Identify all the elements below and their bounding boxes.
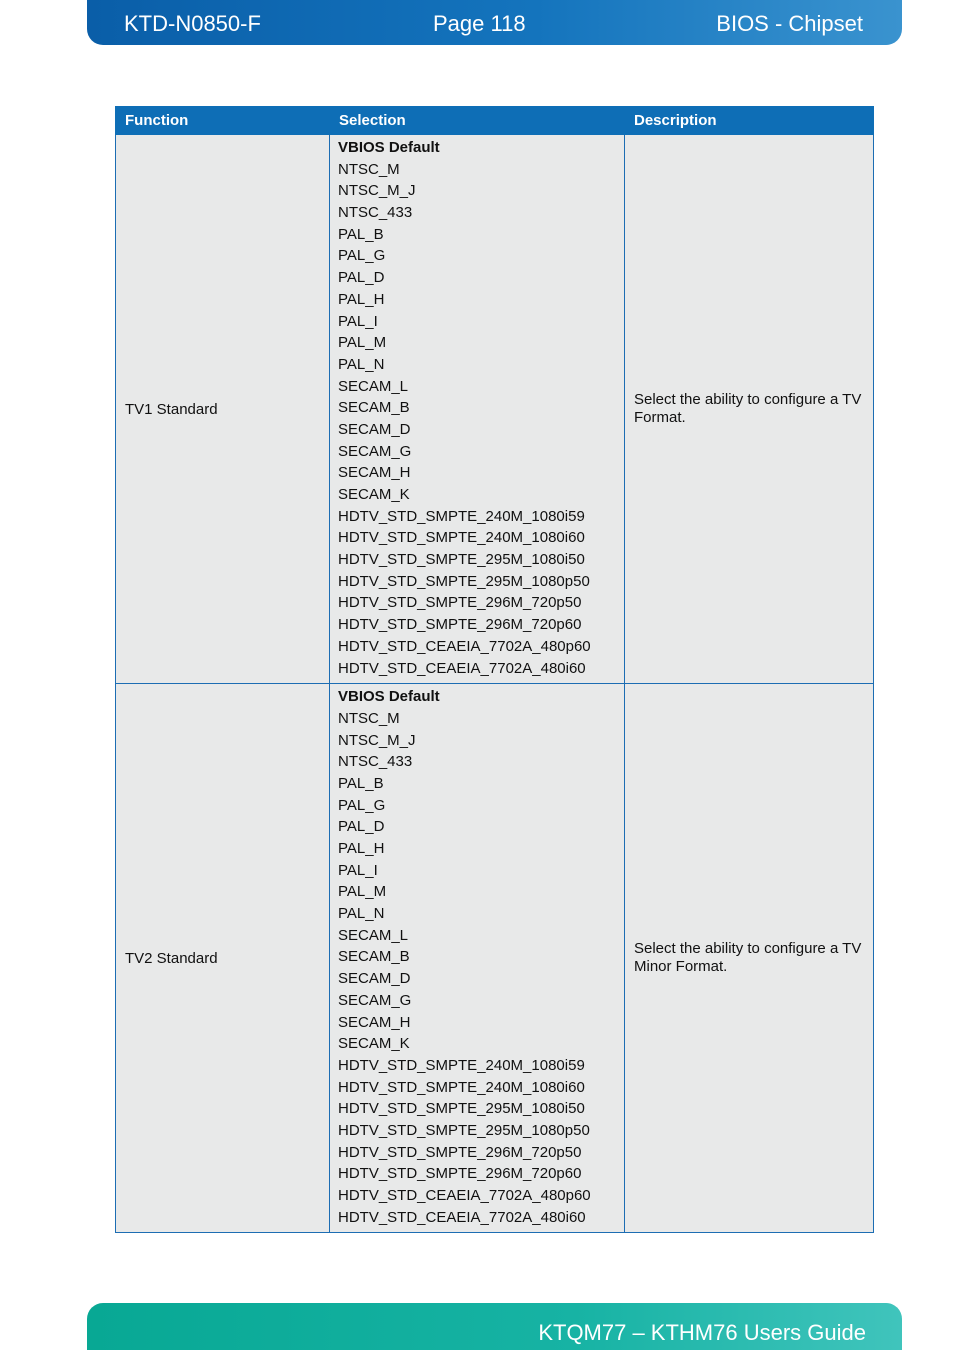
option-item: HDTV_STD_SMPTE_296M_720p50 (338, 1143, 582, 1161)
option-item: HDTV_STD_SMPTE_240M_1080i59 (338, 507, 585, 525)
page-footer (87, 1303, 902, 1350)
option-item: HDTV_STD_SMPTE_240M_1080i60 (338, 1078, 585, 1096)
option-item: HDTV_STD_CEAEIA_7702A_480i60 (338, 1208, 586, 1226)
function-cell: TV2 Standard (116, 684, 330, 1233)
option-item: HDTV_STD_SMPTE_296M_720p50 (338, 594, 582, 612)
section-title: BIOS - Chipset (716, 11, 863, 36)
option-item: SECAM_K (338, 1035, 410, 1053)
option-item: PAL_N (338, 355, 385, 373)
option-item: PAL_I (338, 861, 378, 879)
description-text: Select the ability to configure a TV Format. (634, 391, 862, 427)
option-item: PAL_N (338, 905, 385, 923)
option-item: NTSC_M (338, 160, 400, 178)
option-item: SECAM_H (338, 1013, 411, 1031)
column-header-function: Function (116, 107, 330, 135)
footer-title: KTQM77 – KTHM76 Users Guide (538, 1320, 866, 1345)
option-item: PAL_B (338, 774, 384, 792)
selection-cell (330, 135, 625, 684)
option-item: HDTV_STD_SMPTE_295M_1080p50 (338, 572, 590, 590)
option-item: SECAM_D (338, 970, 411, 988)
default-option: VBIOS Default (338, 688, 440, 706)
option-item: NTSC_M_J (338, 731, 416, 749)
function-cell: TV1 Standard (116, 135, 330, 684)
column-header-description: Description (625, 107, 874, 135)
option-item: HDTV_STD_SMPTE_240M_1080i59 (338, 1056, 585, 1074)
table-row (116, 684, 874, 1233)
option-item: HDTV_STD_SMPTE_296M_720p60 (338, 1165, 582, 1183)
option-item: SECAM_D (338, 420, 411, 438)
option-item: HDTV_STD_SMPTE_296M_720p60 (338, 616, 582, 634)
option-item: PAL_D (338, 818, 385, 836)
option-item: SECAM_L (338, 926, 409, 944)
default-option: VBIOS Default (338, 139, 440, 156)
option-item: HDTV_STD_SMPTE_295M_1080i50 (338, 1100, 585, 1118)
table-header-row (116, 107, 874, 135)
option-item: PAL_M (338, 334, 387, 352)
option-item: SECAM_G (338, 991, 412, 1009)
description-text: Select the ability to configure a TV Minor Format. (634, 940, 862, 976)
description-cell (625, 135, 874, 684)
option-item: PAL_B (338, 225, 384, 243)
option-item: HDTV_STD_CEAEIA_7702A_480i60 (338, 659, 586, 677)
option-item: PAL_I (338, 312, 378, 330)
option-item: HDTV_STD_SMPTE_295M_1080p50 (338, 1121, 590, 1139)
option-item: PAL_G (338, 247, 386, 265)
option-item: SECAM_K (338, 486, 410, 503)
option-item: HDTV_STD_CEAEIA_7702A_480p60 (338, 1187, 591, 1204)
option-item: NTSC_433 (338, 753, 413, 771)
document-id: KTD-N0850-F (124, 11, 261, 36)
option-item: SECAM_G (338, 442, 412, 460)
selection-cell (330, 684, 625, 1233)
option-item: HDTV_STD_CEAEIA_7702A_480p60 (338, 637, 591, 655)
option-item: PAL_H (338, 840, 385, 857)
option-item: SECAM_B (338, 399, 410, 417)
column-header-selection: Selection (330, 107, 625, 135)
option-item: SECAM_H (338, 464, 411, 482)
option-item: HDTV_STD_SMPTE_295M_1080i50 (338, 551, 585, 569)
option-item: PAL_G (338, 796, 386, 814)
description-cell (625, 684, 874, 1233)
option-item: SECAM_L (338, 377, 409, 395)
page-number: Page 118 (433, 11, 526, 36)
option-item: SECAM_B (338, 948, 410, 966)
bios-settings-table (115, 106, 874, 1233)
option-item: PAL_D (338, 269, 385, 287)
option-item: PAL_M (338, 883, 387, 901)
option-item: NTSC_M (338, 709, 400, 727)
option-item: NTSC_M_J (338, 182, 416, 200)
option-item: HDTV_STD_SMPTE_240M_1080i60 (338, 529, 585, 547)
page-header (87, 0, 902, 45)
option-item: NTSC_433 (338, 204, 413, 222)
option-item: PAL_H (338, 290, 385, 308)
table-row (116, 135, 874, 684)
